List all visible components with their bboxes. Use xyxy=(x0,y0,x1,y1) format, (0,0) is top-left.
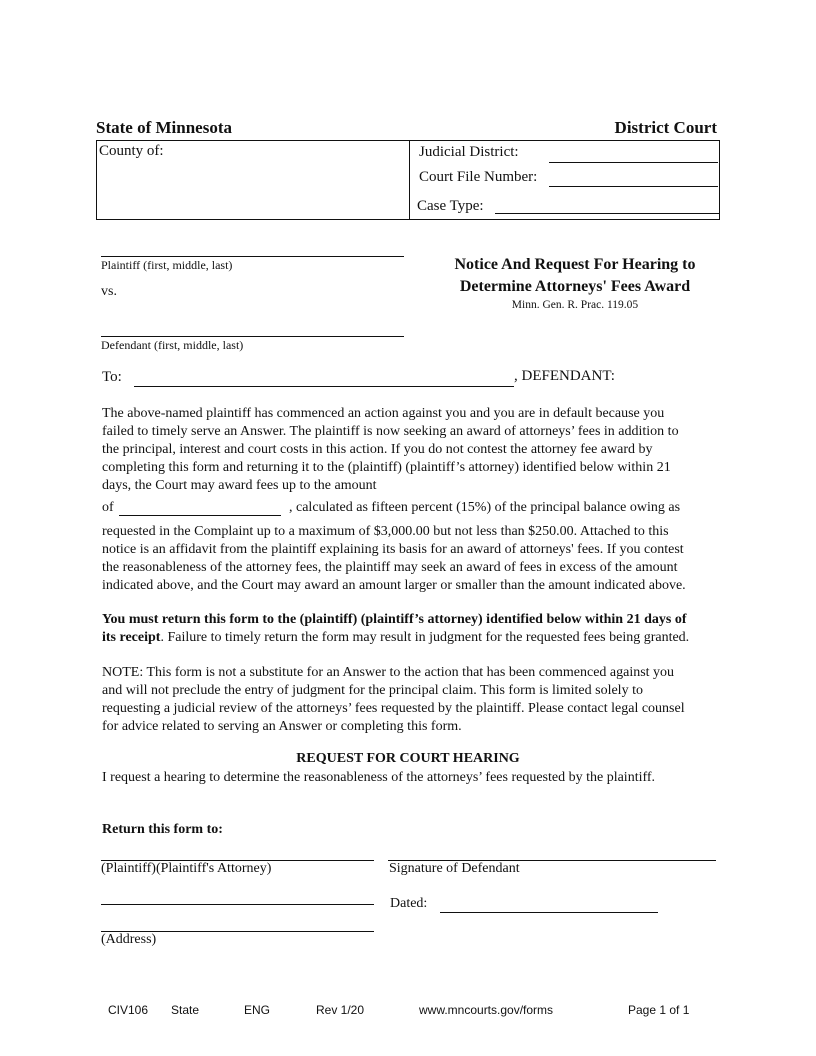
court-heading: District Court xyxy=(614,118,717,137)
county-label: County of: xyxy=(99,143,164,159)
must-return-rest: . Failure to timely return the form may result in judgment for the requested fees being granted. xyxy=(160,630,690,645)
case-caption-box xyxy=(96,140,720,220)
notice-line: completing this form and returning it to the (plaintiff) (plaintiff’s attorney) identified below within 21 xyxy=(102,460,671,475)
note-line: requesting a judicial review of the attorneys’ fees requested by the plaintiff. Please contact legal counsel xyxy=(102,701,685,716)
paragraph-note xyxy=(102,664,685,736)
notice-line: the principal, interest and court costs in this action. If you do not contest the attorney fee award by xyxy=(102,442,653,457)
versus-label: vs. xyxy=(101,284,117,299)
dated-field[interactable] xyxy=(440,912,658,913)
rule-citation: Minn. Gen. R. Prac. 119.05 xyxy=(511,299,639,311)
caption-divider xyxy=(409,141,410,219)
notice-line: days, the Court may award fees up to the amount xyxy=(102,478,377,493)
footer-form-code: CIV106 xyxy=(108,1003,149,1017)
form-title-line-2: Determine Attorneys' Fees Award xyxy=(459,278,691,295)
paragraph-must-return xyxy=(102,611,689,647)
court-file-number-field[interactable] xyxy=(549,186,718,187)
footer-category: State xyxy=(171,1003,200,1017)
fees-line: indicated above, and the Court may award an amount larger or smaller than the amount indicated above. xyxy=(102,578,686,593)
fee-amount-field[interactable] xyxy=(119,515,281,516)
return-heading: Return this form to: xyxy=(102,822,223,837)
of-label: of xyxy=(102,500,114,515)
defendant-name-field[interactable] xyxy=(101,336,404,337)
must-return-bold-line: You must return this form to the (plaintiff) (plaintiff’s attorney) identified below within 21 days of xyxy=(102,612,687,627)
footer-page-number: Page 1 of 1 xyxy=(628,1003,690,1017)
to-label: To: xyxy=(102,369,122,385)
attorney-line-2-field[interactable] xyxy=(101,904,374,905)
request-heading: REQUEST FOR COURT HEARING xyxy=(296,751,520,766)
plaintiff-label: Plaintiff (first, middle, last) xyxy=(101,258,233,272)
notice-line: failed to timely serve an Answer. The plaintiff is now seeking an award of attorneys’ fees in addition to xyxy=(102,424,679,439)
of-suffix: , calculated as fifteen percent (15%) of the principal balance owing as xyxy=(289,500,681,515)
fees-line: the reasonableness of the attorney fees, the plaintiff may seek an award of fees in excess of the amount xyxy=(102,560,678,575)
notice-line: The above-named plaintiff has commenced an action against you and you are in default because you xyxy=(102,406,665,421)
state-heading: State of Minnesota xyxy=(96,118,232,137)
form-title-line-1: Notice And Request For Hearing to xyxy=(454,256,696,273)
case-type-field[interactable] xyxy=(495,213,720,214)
plaintiff-name-field[interactable] xyxy=(101,256,404,257)
court-file-number-label: Court File Number: xyxy=(419,169,538,185)
address-label: (Address) xyxy=(101,932,157,947)
paragraph-notice xyxy=(102,405,679,495)
fees-line: notice is an affidavit from the plaintiff explaining its basis for an award of attorneys' fees. If you contest xyxy=(102,542,684,557)
footer-website-link[interactable]: www.mncourts.gov/forms xyxy=(419,1003,554,1017)
form-title xyxy=(425,254,725,298)
must-return-bold-tail: its receipt xyxy=(102,630,161,645)
signature-label: Signature of Defendant xyxy=(389,861,520,876)
note-line: and will not preclude the entry of judgment for the principal claim. This form is limited solely to xyxy=(102,683,643,698)
footer-language: ENG xyxy=(244,1003,271,1017)
defendant-label: Defendant (first, middle, last) xyxy=(101,338,244,352)
footer-revision: Rev 1/20 xyxy=(316,1003,365,1017)
defendant-to-field[interactable] xyxy=(134,386,514,387)
plaintiff-attorney-label: (Plaintiff)(Plaintiff's Attorney) xyxy=(101,861,272,876)
judicial-district-field[interactable] xyxy=(549,162,718,163)
paragraph-fees xyxy=(102,523,686,595)
note-line: NOTE: This form is not a substitute for an Answer to the action that has been commenced against you xyxy=(102,665,675,680)
fees-line: requested in the Complaint up to a maximum of $3,000.00 but not less than $250.00. Attached to this xyxy=(102,524,669,539)
note-line: for advice related to serving an Answer or completing this form. xyxy=(102,719,462,734)
defendant-suffix: , DEFENDANT: xyxy=(514,368,615,384)
request-text: I request a hearing to determine the reasonableness of the attorneys’ fees requested by the plaintiff. xyxy=(102,770,656,785)
judicial-district-label: Judicial District: xyxy=(419,144,519,160)
case-type-label: Case Type: xyxy=(417,198,484,214)
dated-label: Dated: xyxy=(390,896,428,911)
